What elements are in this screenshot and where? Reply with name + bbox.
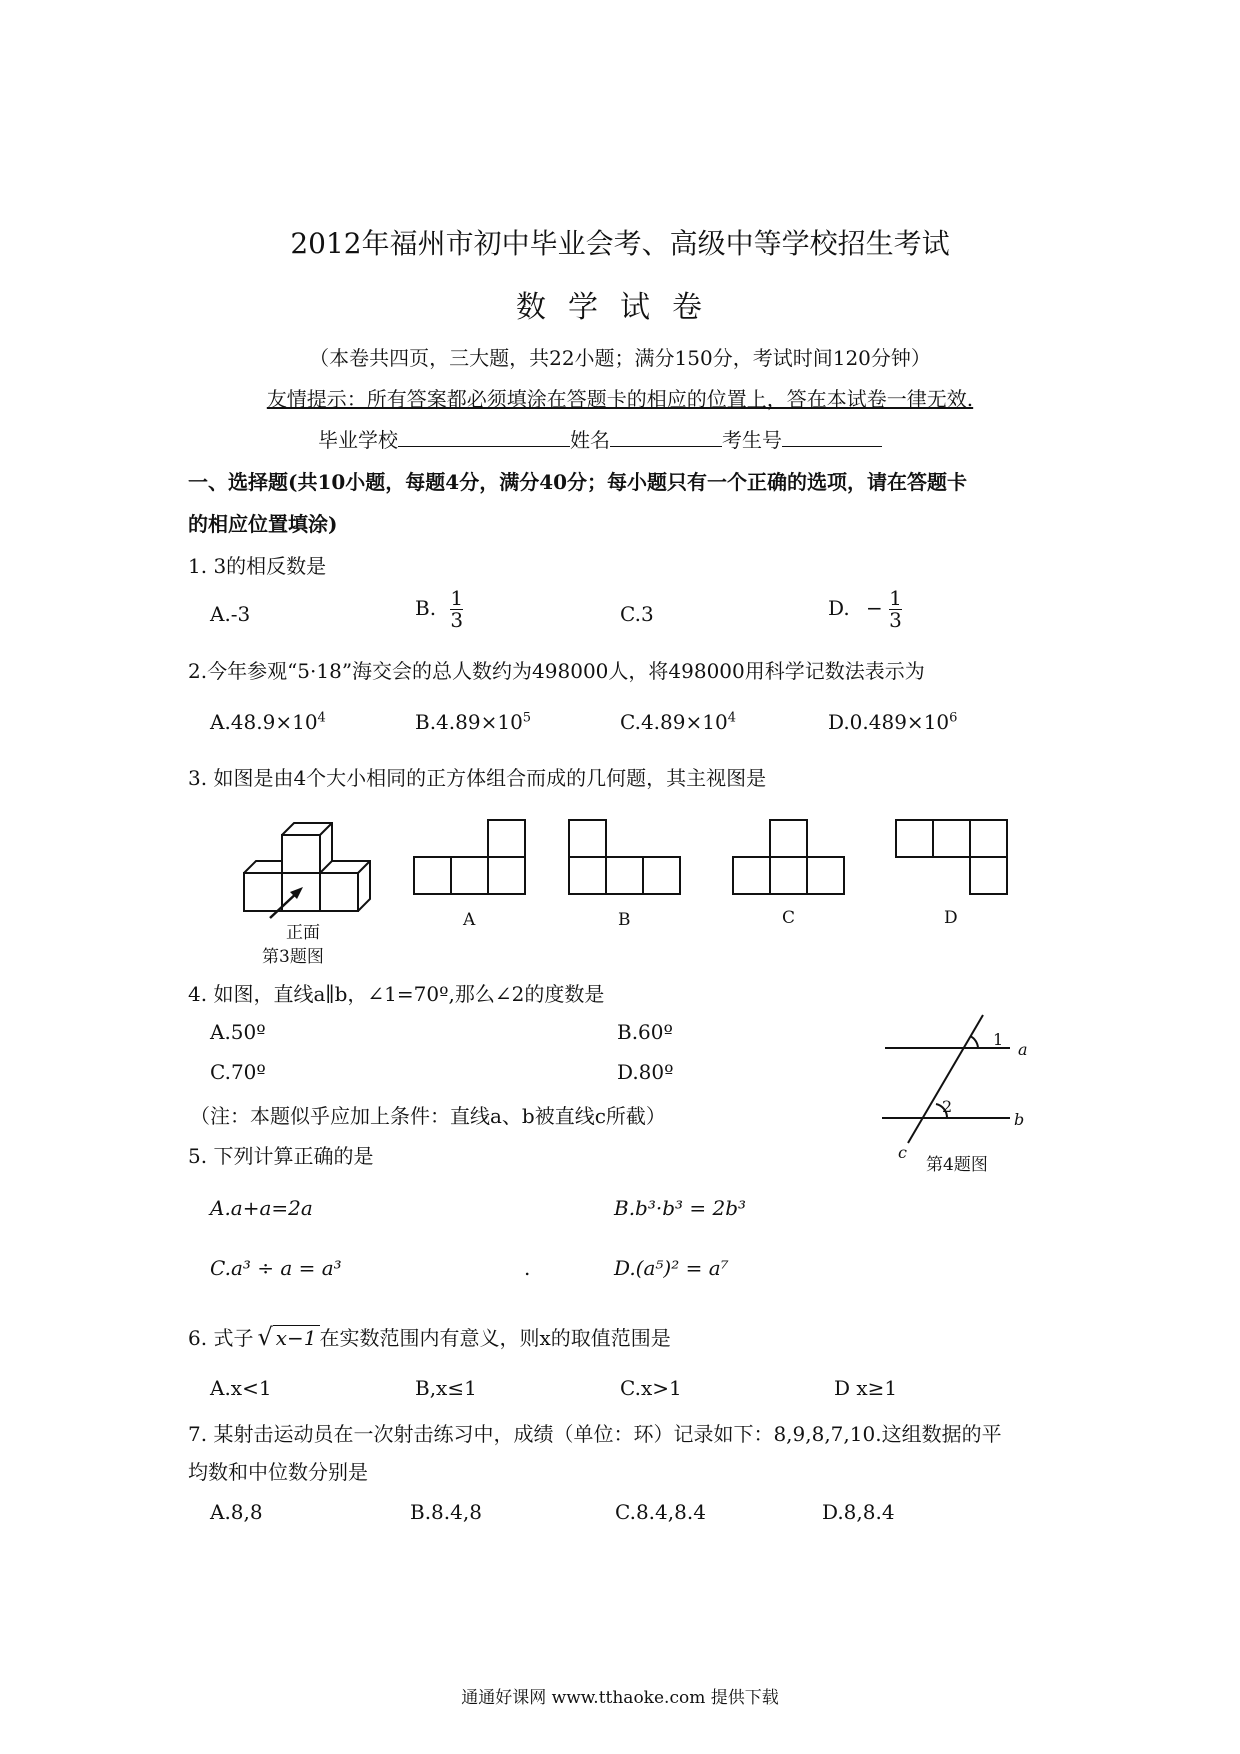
q3-option-c-figure [733,820,844,894]
q1-option-b-prefix: B. [415,596,437,620]
school-label: 毕业学校 [318,428,398,452]
q3-cube-drawing [244,823,370,911]
q1-b-num: 1 [450,586,464,610]
exam-info: （本卷共四页，三大题，共22小题；满分150分，考试时间120分钟） [309,346,931,370]
friendly-tip: 友情提示：所有答案都必须填涂在答题卡的相应的位置上，答在本试卷一律无效. [266,387,974,411]
exam-subtitle: 数学试卷 [516,290,724,325]
q3-stem: 3. 如图是由4个大小相同的正方体组合而成的几何题，其主视图是 [188,766,767,790]
q4-stem: 4. 如图，直线a∥b，∠1=70º,那么∠2的度数是 [188,982,605,1006]
q6-option-a: A.x<1 [210,1376,272,1400]
q1-stem: 1. 3的相反数是 [188,554,327,578]
q3-arrow [270,887,303,918]
q1-option-a: A.-3 [210,602,251,626]
q6-radicand: x−1 [273,1325,320,1350]
angle-1-arc [970,1036,978,1048]
q5-option-c: C.a³ ÷ a = a³ [210,1256,342,1280]
id-label: 考生号 [722,428,782,452]
q3-option-a-figure [414,820,525,894]
q6-option-b: B,x≤1 [415,1376,477,1400]
q7-stem-line1: 7. 某射击运动员在一次射击练习中，成绩（单位：环）记录如下：8,9,8,7,10.这组数据的平 [188,1422,1002,1446]
q2-stem: 2.今年参观“5·18”海交会的总人数约为498000人，将498000用科学记数法表示为 [188,659,925,683]
q3-option-c-label[interactable]: C [782,908,796,928]
q1-d-minus: − [866,596,883,620]
q2-option-a: $A.48.9\times 10^4$ [210,710,326,734]
q4-option-b: B.60º [617,1020,673,1044]
q4-line-b-label: b [1014,1110,1025,1129]
q7-option-c: C.8.4,8.4 [615,1500,706,1524]
q2-option-c: $C.4.89\times 10^4$ [620,710,736,734]
q7-stem-line2: 均数和中位数分别是 [188,1460,368,1484]
q4-angle2-label: 2 [942,1097,953,1116]
q6-stem-pre: 6. 式子 [188,1326,254,1350]
page-footer: 通通好课网 www.tthaoke.com 提供下载 [461,1688,779,1708]
q2-option-d: $D.0.489\times 10^6$ [828,710,958,734]
q1-option-c: C.3 [620,602,654,626]
q5-dot: . [524,1256,531,1280]
q7-option-a: A.8,8 [210,1500,263,1524]
q6-stem [188,1322,671,1351]
q6-option-c: C.x>1 [620,1376,682,1400]
q4-figure-label: 第4题图 [926,1155,988,1175]
q3-option-d-figure [896,820,1007,894]
q4-line-c-label: c [898,1143,907,1162]
q1-option-d-prefix: D. [828,596,850,620]
q5-option-b: B.b³·b³ = 2b³ [614,1196,747,1220]
q7-option-d: D.8,8.4 [822,1500,895,1524]
q3-figure-label: 第3题图 [262,947,324,967]
q5-option-d: D.(a⁵)² = a⁷ [614,1256,729,1280]
section1-heading-line2: 的相应位置填涂) [188,512,338,536]
q5-stem: 5. 下列计算正确的是 [188,1144,374,1168]
q3-front-label: 正面 [286,923,320,943]
q1-b-den: 3 [450,608,464,632]
q4-line-a-label: a [1018,1040,1028,1059]
q3-option-b-figure [569,820,680,894]
q4-figure [882,1015,1010,1143]
sqrt-icon: √ [257,1323,273,1351]
q4-option-c: C.70º [210,1060,266,1084]
q2-option-b: $B.4.89\times 10^5$ [415,710,532,734]
line-c [908,1015,983,1143]
q7-option-b: B.8.4,8 [410,1500,482,1524]
q6-stem-post: 在实数范围内有意义，则x的取值范围是 [319,1326,671,1350]
q5-option-a: A.a+a=2a [210,1196,313,1220]
q4-option-d: D.80º [617,1060,674,1084]
q3-option-d-label[interactable]: D [944,908,958,928]
q3-option-b-label[interactable]: B [618,910,631,930]
section1-heading-line1: 一、选择题(共10小题，每题4分，满分40分；每小题只有一个正确的选项，请在答题卡 [188,470,968,494]
q4-option-a: A.50º [210,1020,266,1044]
q4-note: （注：本题似乎应加上条件：直线a、b被直线c所截） [190,1104,666,1128]
q6-option-d: D x≥1 [834,1376,898,1400]
q1-d-num: 1 [889,586,902,610]
q3-option-a-label[interactable]: A [463,910,476,930]
q4-angle1-label: 1 [993,1030,1004,1049]
q1-d-den: 3 [889,608,902,632]
exam-title: 2012年福州市初中毕业会考、高级中等学校招生考试 [290,227,950,260]
name-label: 姓名 [570,428,610,452]
